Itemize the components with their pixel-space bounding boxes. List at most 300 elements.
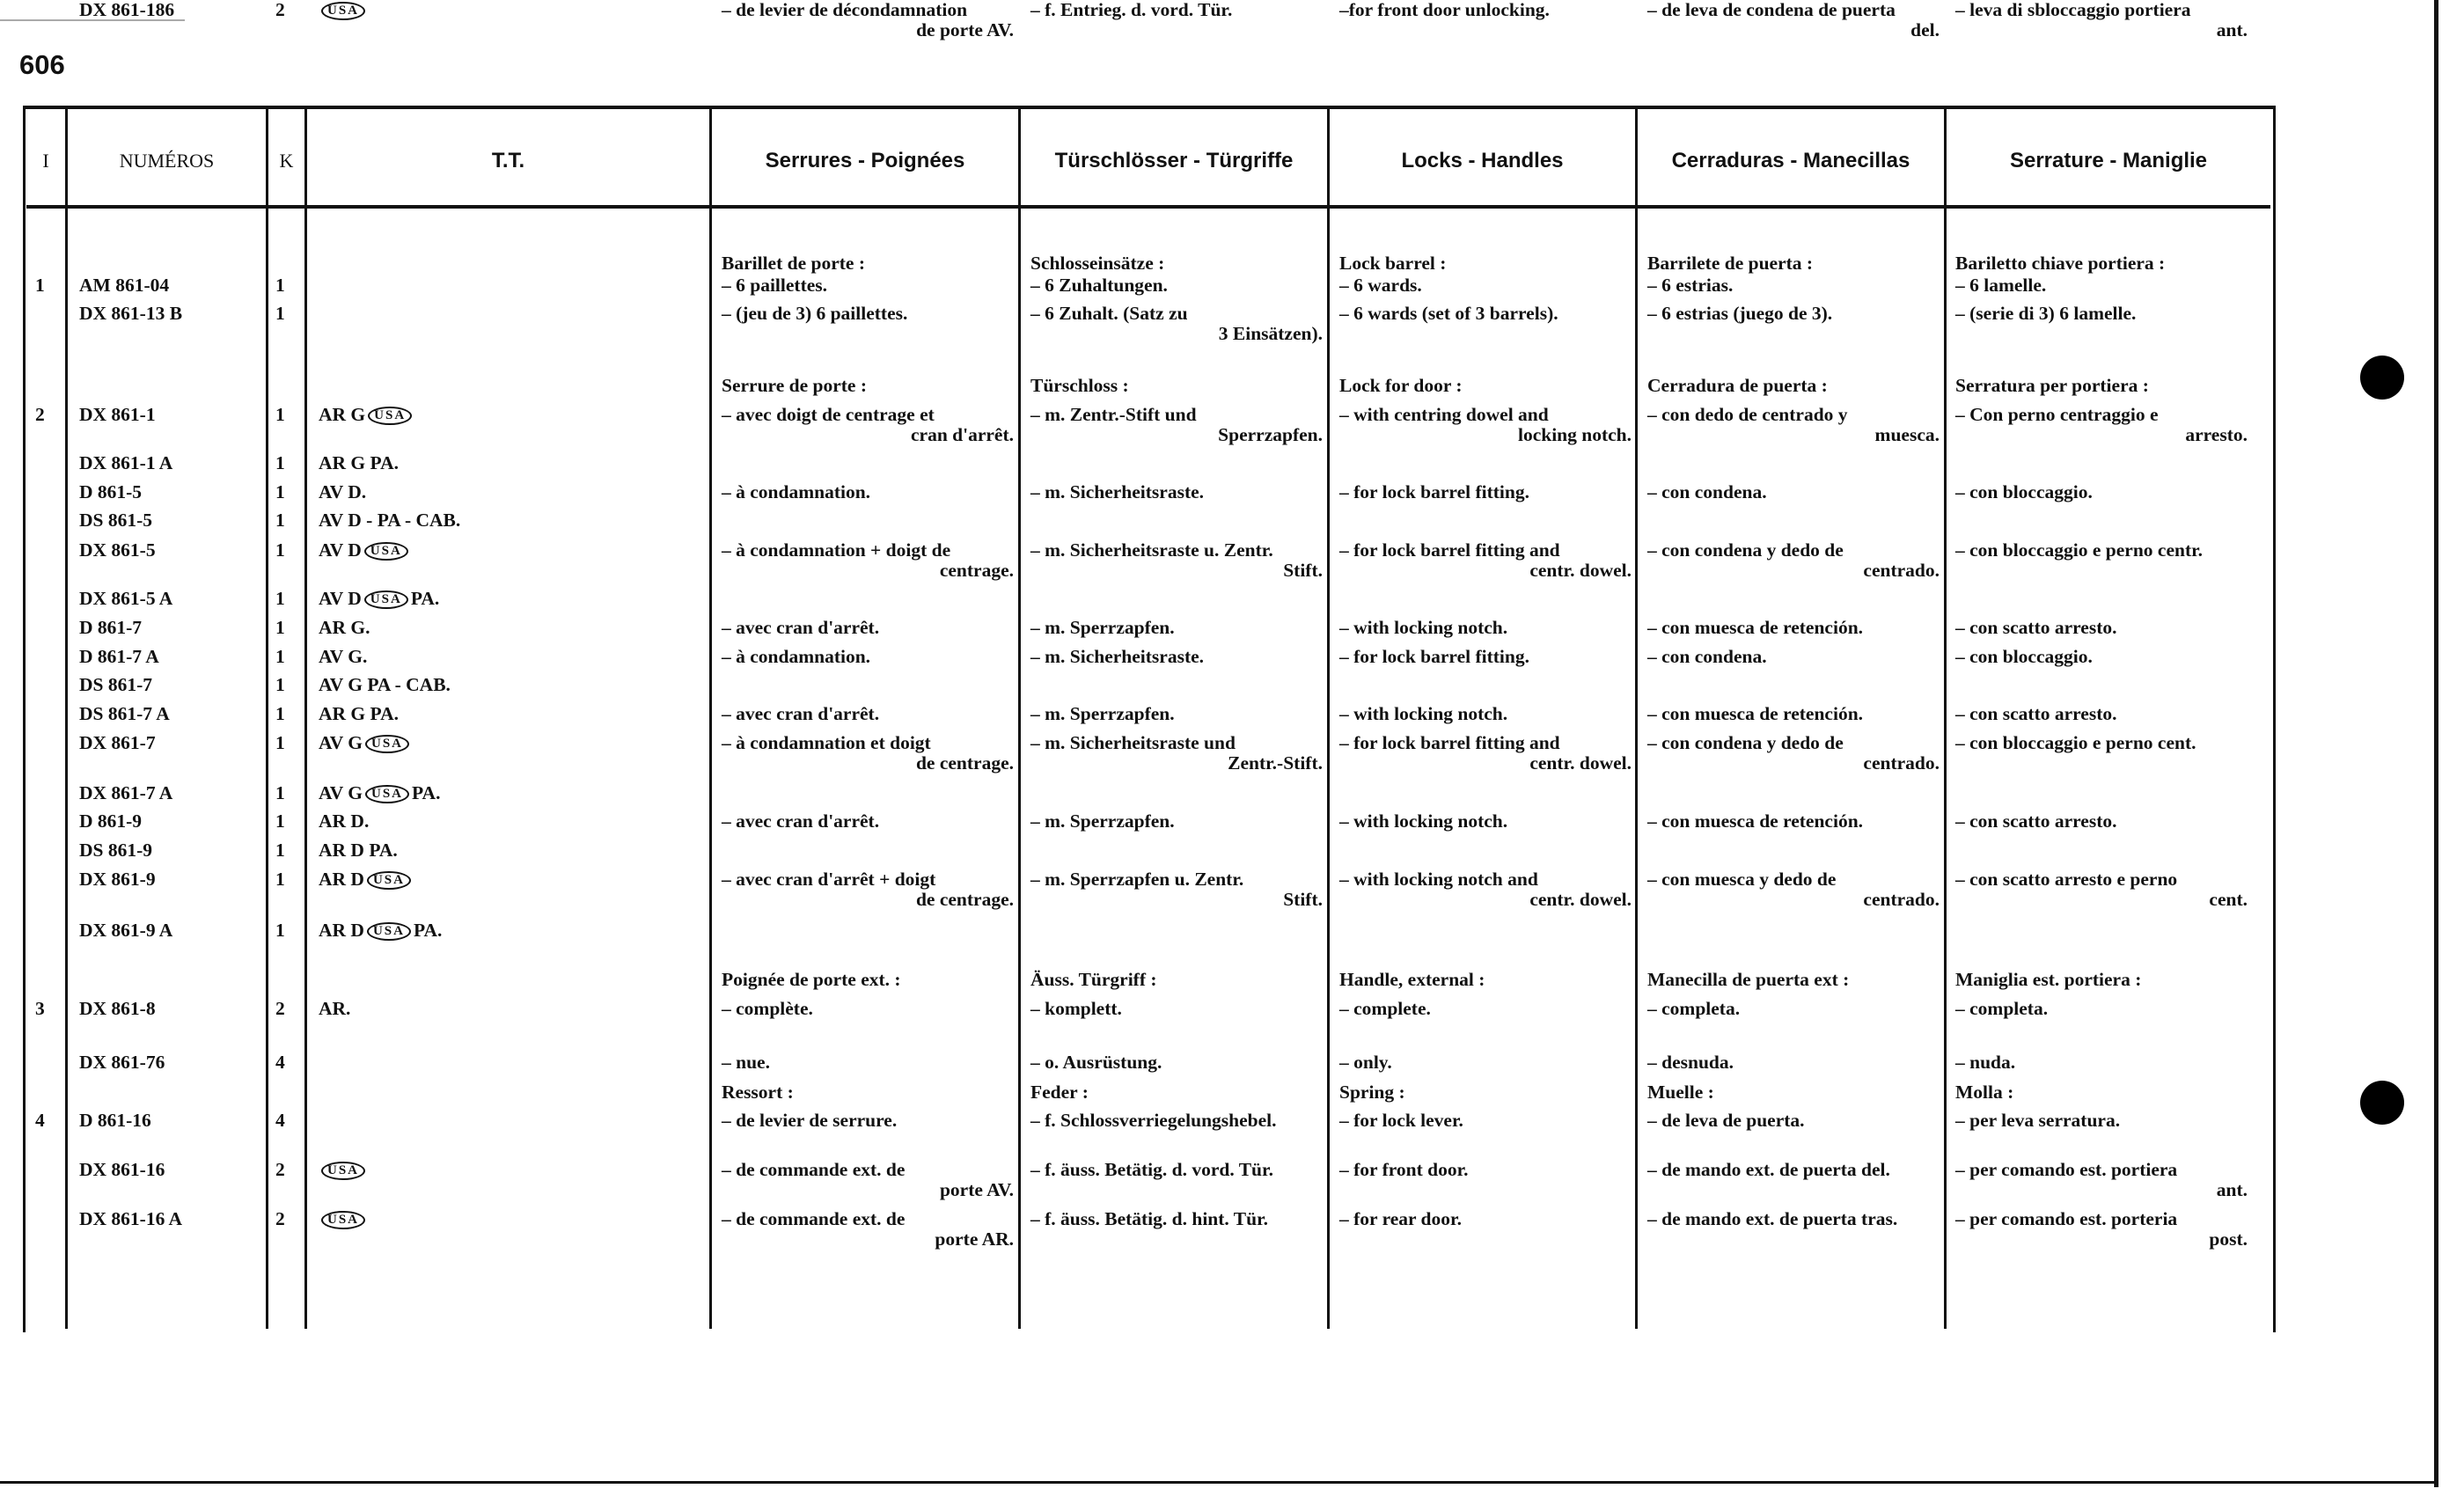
desc-line-cont: centrage. [939,560,1014,581]
desc-fr [722,1082,1014,1103]
tt-suffix: PA. [410,588,440,609]
desc-it [1955,970,2248,990]
desc-line: Bariletto chiave portiera : [1955,253,2166,274]
desc-line: – con scatto arresto. [1955,617,2117,638]
cell-k: 1 [275,588,285,609]
cell-tt [319,1160,706,1180]
desc-line: – for front door. [1339,1159,1469,1180]
tt-code: AV D [319,539,362,561]
desc-line: – avec cran d'arrêt + doigt [722,869,936,890]
desc-line: – avec cran d'arrêt. [722,703,880,724]
desc-line: Cerradura de puerta : [1647,375,1828,396]
desc-line: – (serie di 3) 6 lamelle. [1955,303,2137,324]
cell-num: AM 861-04 [79,275,170,296]
desc-line-cont: arresto. [2185,424,2248,445]
desc-es [1647,0,1940,40]
desc-line: – à condamnation + doigt de [722,539,951,561]
desc-es [1647,733,1940,774]
desc-line: – m. Sperrzapfen u. Zentr. [1030,869,1244,890]
desc-de [1030,253,1323,274]
col-sep-3 [304,109,307,1329]
desc-line: – for lock barrel fitting. [1339,646,1529,667]
cell-tt [319,811,706,832]
desc-line: – de levier de décondamnation [722,0,968,20]
header-italian: Serrature - Maniglie [2009,149,2208,172]
usa-mark: USA [365,785,409,803]
desc-en [1339,647,1632,667]
tt-code: AR D. [319,810,370,832]
desc-es [1647,618,1940,638]
tt-suffix: PA. [412,782,441,803]
desc-fr [722,482,1014,502]
desc-line: – de levier de serrure. [722,1110,898,1131]
desc-line: Ressort : [722,1082,794,1103]
desc-line: – con bloccaggio e perno cent. [1955,732,2196,753]
cell-k: 1 [275,303,285,324]
desc-line: – komplett. [1030,998,1122,1019]
desc-en [1339,304,1632,324]
desc-line: – de commande ext. de [722,1159,906,1180]
desc-line: – con muesca de retención. [1647,810,1864,832]
desc-it [1955,0,2248,40]
desc-line: – complete. [1339,998,1431,1019]
desc-line: – 6 Zuhalt. (Satz zu [1030,303,1188,324]
desc-line: – f. äuss. Betätig. d. vord. Tür. [1030,1159,1273,1180]
desc-fr [722,733,1014,774]
desc-de [1030,1209,1323,1229]
cell-tt [319,840,706,861]
usa-mark: USA [367,871,411,890]
desc-en [1339,733,1632,774]
tt-code: AR G PA. [319,703,399,724]
desc-line-cont: Stift. [1283,889,1323,910]
desc-line: – with locking notch and [1339,869,1538,890]
desc-line: – 6 estrias (juego de 3). [1647,303,1833,324]
desc-line: – (jeu de 3) 6 paillettes. [722,303,908,324]
desc-line: – m. Sperrzapfen. [1030,617,1175,638]
desc-en [1339,253,1632,274]
desc-line-cont: cent. [2209,889,2248,910]
desc-de [1030,647,1323,667]
desc-line: – con condena y dedo de [1647,539,1844,561]
desc-line: – f. Entrieg. d. vord. Tür. [1030,0,1233,20]
desc-de [1030,376,1323,396]
desc-line: – de mando ext. de puerta del. [1647,1159,1890,1180]
desc-fr [722,970,1014,990]
desc-it [1955,869,2248,910]
desc-line-cont: porte AV. [939,1179,1014,1200]
cell-num: DX 861-1 [79,404,156,425]
usa-mark: USA [321,1211,365,1229]
desc-line: – con scatto arresto e perno [1955,869,2178,890]
cell-tt [319,510,706,531]
cell-tt [319,920,706,941]
desc-it [1955,1052,2248,1073]
desc-line: – con muesca de retención. [1647,703,1864,724]
desc-line: – con dedo de centrado y [1647,404,1848,425]
desc-fr [722,304,1014,324]
desc-line-cont: cran d'arrêt. [910,424,1014,445]
desc-line: – leva di sbloccaggio portiera [1955,0,2191,20]
desc-line: –for front door unlocking. [1339,0,1550,20]
usa-mark: USA [364,542,408,561]
cell-i: 2 [35,404,45,425]
desc-line: – 6 lamelle. [1955,275,2047,296]
desc-line: – for lock lever. [1339,1110,1463,1131]
desc-line: – de commande ext. de [722,1208,906,1229]
tt-code: AR D PA. [319,840,398,861]
desc-de [1030,1052,1323,1073]
desc-line: – m. Sperrzapfen. [1030,703,1175,724]
cell-tt [319,405,706,425]
desc-line: – for lock barrel fitting and [1339,732,1560,753]
cell-k: 2 [275,1208,285,1229]
cell-k: 1 [275,275,285,296]
cell-tt [319,589,706,609]
cell-k: 1 [275,703,285,724]
desc-es [1647,869,1940,910]
cell-k: 2 [275,0,285,20]
tt-suffix: PA. [413,920,443,941]
desc-fr [722,1209,1014,1250]
tt-code: AV G [319,782,363,803]
desc-line: – 6 paillettes. [722,275,828,296]
tt-code: AV D. [319,481,367,502]
tt-code: AV D [319,588,362,609]
desc-it [1955,304,2248,324]
desc-en [1339,482,1632,502]
desc-it [1955,1160,2248,1200]
desc-line: Feder : [1030,1082,1089,1103]
desc-fr [722,540,1014,581]
desc-line: – m. Zentr.-Stift und [1030,404,1197,425]
desc-line-cont: de centrage. [915,752,1014,774]
col-sep-1 [65,109,68,1329]
desc-line: – for rear door. [1339,1208,1462,1229]
page-edge-right [2434,0,2438,1487]
desc-en [1339,704,1632,724]
desc-line: Äuss. Türgriff : [1030,969,1157,990]
cell-k: 4 [275,1052,285,1073]
desc-de [1030,869,1323,910]
cell-num: DS 861-9 [79,840,153,861]
desc-fr [722,999,1014,1019]
desc-en [1339,1111,1632,1131]
desc-line-cont: de centrage. [915,889,1014,910]
cell-num: D 861-7 A [79,646,159,667]
cell-k: 1 [275,404,285,425]
cell-k: 1 [275,539,285,561]
desc-line-cont: centrado. [1863,560,1940,581]
usa-mark: USA [364,590,408,609]
desc-line: – con bloccaggio. [1955,481,2093,502]
tt-code: AR G PA. [319,452,399,473]
desc-line: – de mando ext. de puerta tras. [1647,1208,1898,1229]
col-sep-4 [709,109,712,1329]
cell-num: DX 861-13 B [79,303,183,324]
desc-line: – desnuda. [1647,1052,1734,1073]
desc-es [1647,999,1940,1019]
desc-en [1339,1209,1632,1229]
cell-num: DX 861-16 [79,1159,165,1180]
desc-line: – con condena. [1647,481,1767,502]
desc-es [1647,1111,1940,1131]
desc-it [1955,733,2248,753]
desc-de [1030,482,1323,502]
desc-it [1955,275,2248,296]
cell-i: 3 [35,998,45,1019]
desc-de [1030,970,1323,990]
desc-line: – per leva serratura. [1955,1110,2121,1131]
desc-de [1030,733,1323,774]
desc-fr [722,0,1014,40]
col-sep-6 [1327,109,1330,1329]
desc-es [1647,647,1940,667]
binding-hole-top [2360,356,2404,400]
desc-es [1647,482,1940,502]
desc-line: – complète. [722,998,813,1019]
desc-es [1647,1082,1940,1103]
desc-line: – con condena. [1647,646,1767,667]
desc-line: Schlosseinsätze : [1030,253,1165,274]
cell-num: DX 861-9 [79,869,156,890]
desc-it [1955,253,2248,274]
cell-tt [319,1209,706,1229]
desc-line: Barrilete de puerta : [1647,253,1814,274]
desc-line: – con bloccaggio e perno centr. [1955,539,2204,561]
desc-line: – 6 wards (set of 3 barrels). [1339,303,1558,324]
desc-line: – with locking notch. [1339,810,1508,832]
desc-line-cont: de porte AV. [916,19,1014,40]
desc-fr [722,275,1014,296]
desc-line: – o. Ausrüstung. [1030,1052,1162,1073]
desc-line: Barillet de porte : [722,253,865,274]
desc-it [1955,482,2248,502]
desc-line: Poignée de porte ext. : [722,969,901,990]
cell-num: DS 861-5 [79,510,153,531]
desc-es [1647,704,1940,724]
desc-it [1955,1082,2248,1103]
cell-tt [319,783,706,803]
cell-k: 1 [275,840,285,861]
cell-tt [319,675,706,695]
desc-it [1955,811,2248,832]
desc-line: – con scatto arresto. [1955,810,2117,832]
cell-k: 1 [275,646,285,667]
desc-line-cont: centrado. [1863,752,1940,774]
binding-hole-bottom [2360,1081,2404,1125]
cell-k: 1 [275,810,285,832]
usa-mark: USA [321,1162,365,1180]
desc-fr [722,647,1014,667]
cell-tt [319,869,706,890]
desc-fr [722,618,1014,638]
cell-tt [319,704,706,724]
desc-en [1339,618,1632,638]
header-spanish: Cerraduras - Manecillas [1671,149,1910,172]
page-edge-bottom [0,1481,2438,1484]
desc-fr [722,1111,1014,1131]
desc-en [1339,405,1632,445]
tt-code: AR D [319,920,364,941]
desc-line: Türschloss : [1030,375,1129,396]
desc-es [1647,376,1940,396]
cell-num: D 861-5 [79,481,143,502]
desc-it [1955,405,2248,445]
cell-tt [319,618,706,638]
desc-line: – only. [1339,1052,1392,1073]
cell-tt [319,482,706,502]
desc-en [1339,1160,1632,1180]
desc-line-cont: porte AR. [935,1228,1014,1250]
desc-line-cont: muesca. [1874,424,1940,445]
cell-num: D 861-7 [79,617,143,638]
cell-tt [319,540,706,561]
usa-mark: USA [368,407,412,425]
desc-de [1030,999,1323,1019]
tt-code: AR. [319,998,351,1019]
cell-num: DX 861-1 A [79,452,173,473]
desc-line: – avec doigt de centrage et [722,404,935,425]
cell-k: 4 [275,1110,285,1131]
desc-line: – per comando est. porteria [1955,1208,2178,1229]
desc-it [1955,376,2248,396]
desc-it [1955,1209,2248,1250]
desc-line: – de leva de puerta. [1647,1110,1805,1131]
desc-line: Lock for door : [1339,375,1463,396]
desc-line-cont: centr. dowel. [1529,889,1632,910]
desc-es [1647,275,1940,296]
desc-es [1647,253,1940,274]
desc-de [1030,618,1323,638]
desc-line: Maniglia est. portiera : [1955,969,2142,990]
cell-num: DX 861-7 [79,732,156,753]
cell-tt [319,647,706,667]
desc-en [1339,275,1632,296]
cell-k: 2 [275,1159,285,1180]
desc-es [1647,1209,1940,1229]
desc-it [1955,1111,2248,1131]
desc-line: – à condamnation et doigt [722,732,931,753]
desc-line: – nuda. [1955,1052,2016,1073]
desc-fr [722,811,1014,832]
cell-num: DX 861-8 [79,998,156,1019]
cell-k: 1 [275,481,285,502]
desc-es [1647,970,1940,990]
desc-line: – f. äuss. Betätig. d. hint. Tür. [1030,1208,1269,1229]
desc-es [1647,304,1940,324]
col-sep-7 [1635,109,1638,1329]
desc-line: – de leva de condena de puerta [1647,0,1896,20]
desc-line: – con scatto arresto. [1955,703,2117,724]
cell-i: 1 [35,275,45,296]
desc-en [1339,1052,1632,1073]
cell-k: 1 [275,617,285,638]
desc-line: – à condamnation. [722,481,871,502]
desc-en [1339,999,1632,1019]
cell-k: 2 [275,998,285,1019]
tt-code: AV G [319,732,363,753]
desc-fr [722,704,1014,724]
desc-line: – completa. [1647,998,1741,1019]
desc-en [1339,540,1632,581]
desc-line: – 6 wards. [1339,275,1422,296]
desc-en [1339,1082,1632,1103]
cell-k: 1 [275,732,285,753]
desc-it [1955,540,2248,561]
cell-k: 1 [275,674,285,695]
desc-line: – completa. [1955,998,2049,1019]
desc-line: Molla : [1955,1082,2014,1103]
desc-en [1339,376,1632,396]
desc-it [1955,647,2248,667]
desc-de [1030,811,1323,832]
tt-code: AR G. [319,617,370,638]
desc-line: – with locking notch. [1339,703,1508,724]
desc-it [1955,618,2248,638]
cell-num: DX 861-186 [79,0,175,20]
desc-line: – m. Sperrzapfen. [1030,810,1175,832]
header-french: Serrures - Poignées [765,149,965,172]
desc-de [1030,275,1323,296]
cell-tt [319,0,706,20]
desc-line-cont: Sperrzapfen. [1218,424,1323,445]
desc-line-cont: Zentr.-Stift. [1228,752,1323,774]
desc-line: Serratura per portiera : [1955,375,2149,396]
desc-line: – 6 Zuhaltungen. [1030,275,1168,296]
desc-line: – with centring dowel and [1339,404,1549,425]
desc-line: – à condamnation. [722,646,871,667]
cell-tt [319,999,706,1019]
header-german: Türschlösser - Türgriffe [1054,149,1294,172]
tt-code: AV D - PA - CAB. [319,510,461,531]
desc-fr [722,405,1014,445]
desc-line: Serrure de porte : [722,375,867,396]
desc-line: – con bloccaggio. [1955,646,2093,667]
desc-line-cont: centrado. [1863,889,1940,910]
desc-fr [722,253,1014,274]
cell-num: DX 861-76 [79,1052,165,1073]
desc-de [1030,405,1323,445]
desc-line: – avec cran d'arrêt. [722,617,880,638]
desc-line: – f. Schlossverriegelungshebel. [1030,1110,1277,1131]
desc-line: – Con perno centraggio e [1955,404,2159,425]
desc-line: – per comando est. portiera [1955,1159,2178,1180]
desc-line-cont: 3 Einsätzen). [1218,323,1323,344]
desc-line: – m. Sicherheitsraste und [1030,732,1236,753]
header-rule [26,205,2270,209]
desc-de [1030,704,1323,724]
desc-de [1030,1160,1323,1180]
desc-line: – for lock barrel fitting and [1339,539,1560,561]
desc-line: – for lock barrel fitting. [1339,481,1529,502]
header-numeros: NUMÉROS [119,150,215,172]
desc-fr [722,869,1014,910]
header-k: K [279,150,294,172]
desc-line: – avec cran d'arrêt. [722,810,880,832]
desc-line-cont: centr. dowel. [1529,752,1632,774]
desc-line-cont: locking notch. [1517,424,1632,445]
tt-code: AR G [319,404,366,425]
desc-line: Manecilla de puerta ext : [1647,969,1850,990]
cell-num: D 861-9 [79,810,143,832]
desc-line: Muelle : [1647,1082,1714,1103]
desc-line-cont: centr. dowel. [1529,560,1632,581]
cell-k: 1 [275,510,285,531]
col-sep-2 [266,109,268,1329]
cell-num: DX 861-5 [79,539,156,561]
desc-line: – nue. [722,1052,770,1073]
